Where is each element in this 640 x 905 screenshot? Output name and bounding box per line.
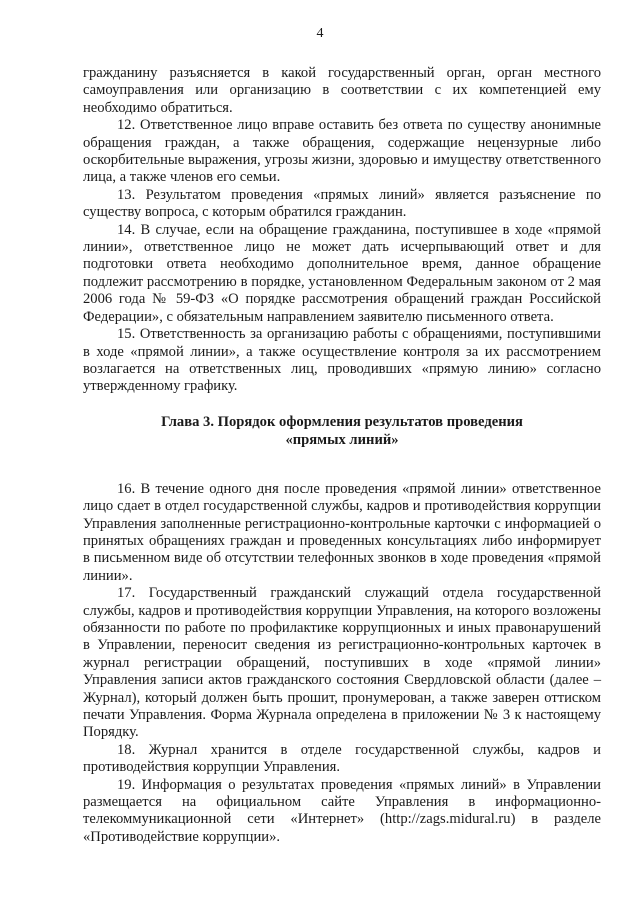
chapter-3-title	[83, 413, 601, 449]
paragraph-18: 18. Журнал хранится в отделе государственной службы, кадров и противодействия коррупции Управления.	[83, 741, 601, 776]
paragraph-11-continuation: гражданину разъясняется в какой государственный орган, орган местного самоуправления или организацию в соответствии с их компетенцией ему необходимо обратиться.	[83, 65, 601, 116]
paragraph-12: 12. Ответственное лицо вправе оставить без ответа по существу анонимные обращения граждан, а также обращения, содержащие нецензурные либо оскорбительные выражения, угрозы жизни, здоровью и имуществу ответственного лица, а также членов его семьи.	[83, 117, 601, 186]
paragraph-16: 16. В течение одного дня после проведения «прямой линии» ответственное лицо сдает в отдел государственной службы, кадров и противодействия коррупции Управления заполненные регистрационно-контрольные карточки с информацией о принятых обращениях граждан и проведенных консультациях либо информирует в письменном виде об отсутствии телефонных звонков в ходе проведения «прямой линии».	[83, 480, 601, 584]
paragraph-17: 17. Государственный гражданский служащий отдела государственной службы, кадров и противодействия коррупции Управления, на которого возложены обязанности по работе по профилактике коррупционных и иных правонарушений в Управлении, переносит сведения из регистрационно-контрольных карточек в журнал регистрации обращений, поступивших в ходе «прямой линии» Управления записи актов гражданского состояния Свердловской области (далее – Журнал), который должен быть прошит, пронумерован, а также заверен оттиском печати Управления. Форма Журнала определена в приложении № 3 к настоящему Порядку.	[83, 585, 601, 741]
document-body	[83, 65, 601, 846]
chapter-title-line-2: «прямых линий»	[285, 431, 399, 448]
paragraph-13: 13. Результатом проведения «прямых линий» является разъяснение по существу вопроса, с которым обратился гражданин.	[83, 186, 601, 221]
paragraph-19: 19. Информация о результатах проведения «прямых линий» в Управлении размещается на официальном сайте Управления в информационно-телекоммуникационной сети «Интернет» (http://zags.midural.ru) в разделе «Противодействие коррупции».	[83, 776, 601, 845]
paragraph-14: 14. В случае, если на обращение гражданина, поступившее в ходе «прямой линии», ответственное лицо не может дать исчерпывающий ответ и для подготовки ответа необходимо дополнительное время, данное обращение подлежит рассмотрению в порядке, установленном Федеральным законом от 2 мая 2006 года № 59-ФЗ «О порядке рассмотрения обращений граждан Российской Федерации», с обязательным направлением заявителю письменного ответа.	[83, 221, 601, 325]
chapter-title-line-1: Глава 3. Порядок оформления результатов проведения	[161, 413, 523, 430]
paragraph-15: 15. Ответственность за организацию работы с обращениями, поступившими в ходе «прямой линии», а также осуществление контроля за их рассмотрением возлагается на ответственных лиц, проводивших «прямую линию» согласно утвержденному графику.	[83, 326, 601, 395]
page-number: 4	[316, 26, 324, 41]
